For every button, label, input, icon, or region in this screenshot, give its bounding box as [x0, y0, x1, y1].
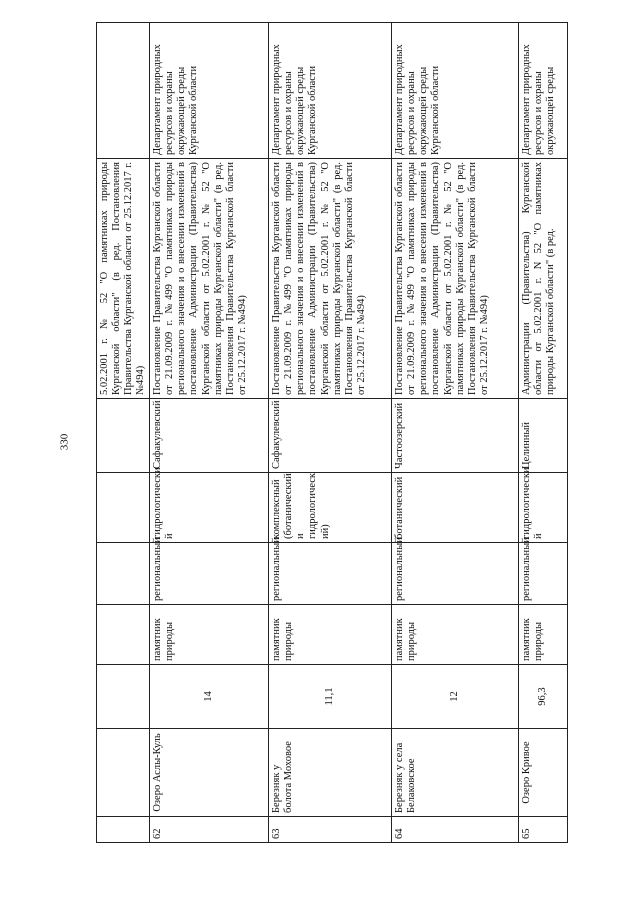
cell-significance: региональный	[269, 543, 392, 605]
cell-name: Березняк у болота Моховое	[269, 729, 392, 817]
cell-significance: региональный	[150, 543, 269, 605]
page-number: 330	[58, 433, 71, 451]
protected-areas-table-sheet	[96, 23, 557, 843]
table-row-continuation	[97, 23, 150, 843]
cell-document: Постановление Правительства Курганской области от 21.09.2009 г. №499 "О памятниках природы регионального значения и о внесении изменений в постановление Администрации (Правительства) Курганской области от 5.02.2001 г. № 52 "О памятниках природы Курганской области" (в ред. Постановления Правительства Курганской бласти от 25.12.2017 г. №494)	[392, 159, 519, 399]
table-row	[519, 23, 568, 843]
cell-area	[97, 665, 150, 729]
cell-agency: Департамент природных ресурсов и охраны окружающей среды Курганской области	[392, 23, 519, 159]
cell-area: 14	[150, 665, 269, 729]
cell-district: Сафакулевский	[150, 399, 269, 473]
cell-area: 12	[392, 665, 519, 729]
cell-document: 5.02.2001 г. № 52 "О памятниках природы Курганской области" (в ред. Постановления Правительства Курганской области от 25.12.2017 г. №494)	[97, 159, 150, 399]
cell-district: Сафакулевский	[269, 399, 392, 473]
cell-significance: региональный	[392, 543, 519, 605]
cell-agency: Департамент природных ресурсов и охраны окружающей среды Курганской области	[269, 23, 392, 159]
cell-significance	[97, 543, 150, 605]
cell-profile	[97, 473, 150, 543]
table-row	[269, 23, 392, 843]
cell-document: Постановление Правительства Курганской области от 21.09.2009 г. №499 "О памятниках природы регионального значения и о внесении изменений в постановление Администрации (Правительства) Курганской области от 5.02.2001 г. № 52 "О памятниках природы Курганской области" (в ред. Постановления Правительства Курганской бласти от 25.12.2017 г. №494)	[150, 159, 269, 399]
cell-area: 11,1	[269, 665, 392, 729]
cell-document: Администрации (Правительства) Курганской области от 5.02.2001 г. N 52 "О памятниках природы Курганской области" (в ред.	[519, 159, 568, 399]
cell-num: 63	[269, 817, 392, 843]
cell-district: Целинный	[519, 399, 568, 473]
table-row	[392, 23, 519, 843]
protected-areas-table	[96, 22, 568, 843]
table-row	[150, 23, 269, 843]
cell-num: 62	[150, 817, 269, 843]
cell-agency: Департамент природных ресурсов и охраны окружающей среды Курганской области	[150, 23, 269, 159]
cell-name: Озеро Аслы-Куль	[150, 729, 269, 817]
cell-category: памятник природы	[392, 605, 519, 665]
cell-agency	[97, 23, 150, 159]
cell-num: 64	[392, 817, 519, 843]
cell-profile: гидрологически й	[150, 473, 269, 543]
cell-num: 65	[519, 817, 568, 843]
cell-category	[97, 605, 150, 665]
cell-name: Березняк у села Белаковское	[392, 729, 519, 817]
cell-significance: региональный	[519, 543, 568, 605]
cell-name: Озеро Кривое	[519, 729, 568, 817]
cell-category: памятник природы	[519, 605, 568, 665]
cell-profile: комплексный (ботанический и гидрологическ ий)	[269, 473, 392, 543]
cell-agency: Департамент природных ресурсов и охраны окружающей среды	[519, 23, 568, 159]
cell-num	[97, 817, 150, 843]
cell-category: памятник природы	[150, 605, 269, 665]
cell-category: памятник природы	[269, 605, 392, 665]
cell-area: 96,3	[519, 665, 568, 729]
cell-name	[97, 729, 150, 817]
cell-district	[97, 399, 150, 473]
cell-profile: гидрологически й	[519, 473, 568, 543]
cell-profile: ботанический	[392, 473, 519, 543]
cell-district: Частоозерский	[392, 399, 519, 473]
cell-document: Постановление Правительства Курганской области от 21.09.2009 г. №499 "О памятниках природы регионального значения и о внесении изменений в постановление Администрации (Правительства) Курганской области от 5.02.2001 г. № 52 "О памятниках природы Курганской области" (в ред. Постановления Правительства Курганской бласти от 25.12.2017 г. №494)	[269, 159, 392, 399]
